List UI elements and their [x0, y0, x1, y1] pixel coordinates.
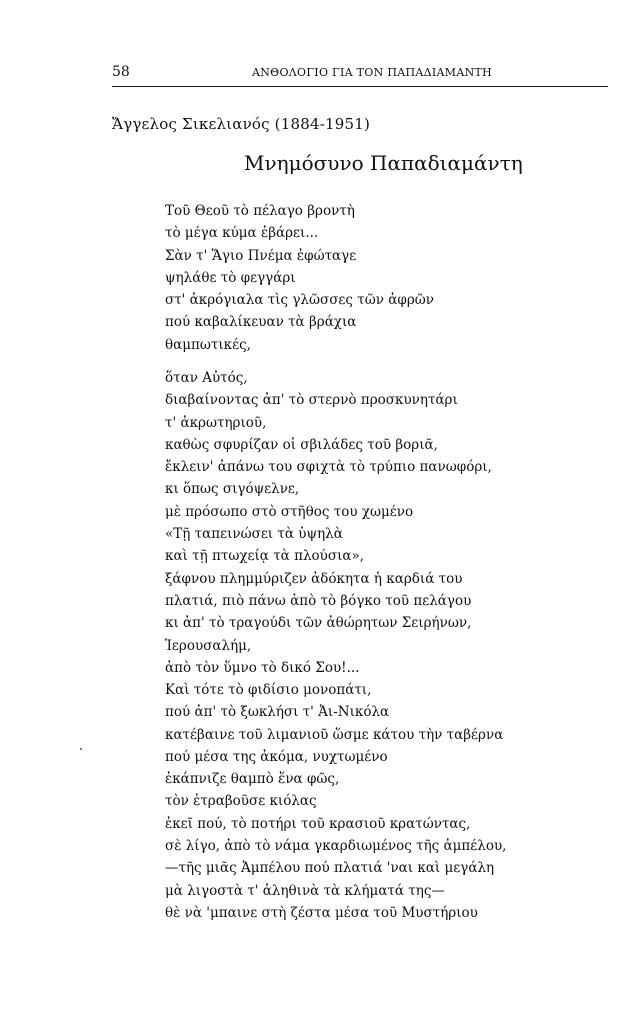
verse-line: πού καβαλίκευαν τὰ βράχια	[165, 314, 357, 331]
author-line: Ἄγγελος Σικελιανός (1884-1951)	[112, 115, 371, 133]
verse-line: μὰ λιγοστὰ τ' ἀληθινὰ τὰ κλήματά της—	[165, 882, 445, 899]
running-title: ΑΝΘΟΛΟΓΙΟ ΓΙΑ ΤΟΝ ΠΑΠΑΔΙΑΜΑΝΤΗ	[252, 66, 493, 79]
stanza-1	[165, 200, 605, 356]
verse-line: θὲ νὰ 'μπαινε στὴ ζέστα μέσα τοῦ Μυστήριου	[165, 904, 478, 921]
verse-line: τὸν ἐτραβοῦσε κιόλας	[165, 793, 317, 810]
verse-line: Σὰν τ' Ἅγιο Πνέμα ἐφώταγε	[165, 247, 357, 264]
stanza-2	[165, 367, 605, 679]
verse-line: ξάφνου πλημμύριζεν ἀδόκητα ἡ καρδιά του	[165, 570, 463, 587]
verse-line: καὶ τῇ πτωχείᾳ τὰ πλούσια»,	[165, 548, 365, 565]
verse-line: Τοῦ Θεοῦ τὸ πέλαγο βροντὴ	[165, 203, 355, 219]
verse-line: τ' ἀκρωτηριοῦ,	[165, 414, 267, 431]
verse-line: ἔκλειν' ἀπάνω του σφιχτὰ τὸ τρύπιο πανωφόρι,	[165, 459, 492, 476]
verse-line: καθὼς σφυρίζαν οἱ σβιλάδες τοῦ βοριᾶ,	[165, 436, 438, 453]
verse-line: κατέβαινε τοῦ λιμανιοῦ ὥσμε κάτου τὴν ταβέρνα	[165, 726, 504, 743]
verse-line: σὲ λίγο, ἀπὸ τὸ νάμα γκαρδιωμένος τῆς ἀμπέλου,	[165, 838, 507, 855]
verse-line: ψηλάθε τὸ φεγγάρι	[165, 269, 296, 286]
scan-speck	[80, 748, 82, 750]
verse-line: πλατιά, πιὸ πάνω ἀπὸ τὸ βόγκο τοῦ πελάγου	[165, 592, 472, 609]
page-number: 58	[112, 64, 130, 80]
verse-line: Καὶ τότε τὸ φιδίσιο μονοπάτι,	[165, 682, 372, 698]
verse-line: μὲ πρόσωπο στὸ στῆθος του χωμένο	[165, 503, 414, 520]
verse-line: —τῆς μιᾶς Ἀμπέλου πού πλατιά 'ναι καὶ μεγάλη	[165, 860, 495, 877]
verse-line: «Τῇ ταπεινώσει τὰ ὑψηλὰ	[165, 526, 343, 543]
verse-line: ἐκεῖ πού, τὸ ποτήρι τοῦ κρασιοῦ κρατώντας,	[165, 815, 471, 832]
header-rule	[112, 86, 608, 87]
verse-line: ὅταν Αὐτός,	[165, 370, 248, 386]
verse-line: πού ἀπ' τὸ ξωκλήσι τ' Ἀι-Νικόλα	[165, 704, 390, 721]
verse-line: στ' ἀκρόγιαλα τὶς γλῶσσες τῶν ἀφρῶν	[165, 292, 434, 309]
verse-line: θαμπωτικές,	[165, 336, 251, 353]
verse-line: Ἱερουσαλήμ,	[165, 637, 252, 654]
stanza-3	[165, 679, 605, 924]
verse-line: πού μέσα της ἀκόμα, νυχτωμένο	[165, 748, 388, 765]
poem-title: Μνημόσυνο Παπαδιαμάντη	[244, 151, 523, 175]
verse-line: ἐκάπνιζε θαμπὸ ἕνα φῶς,	[165, 771, 340, 788]
page-header	[112, 62, 608, 82]
verse-line: τὸ μέγα κύμα ἐβάρει...	[165, 225, 319, 242]
verse-line: διαβαίνοντας ἀπ' τὸ στερνὸ προσκυνητάρι	[165, 392, 458, 409]
verse-line: ἀπὸ τὸν ὕμνο τὸ δικό Σου!...	[165, 659, 360, 676]
verse-line: κι ὅπως σιγόψελνε,	[165, 481, 300, 498]
verse-line: κι ἀπ' τὸ τραγούδι τῶν ἀθώρητων Σειρήνων,	[165, 615, 472, 632]
